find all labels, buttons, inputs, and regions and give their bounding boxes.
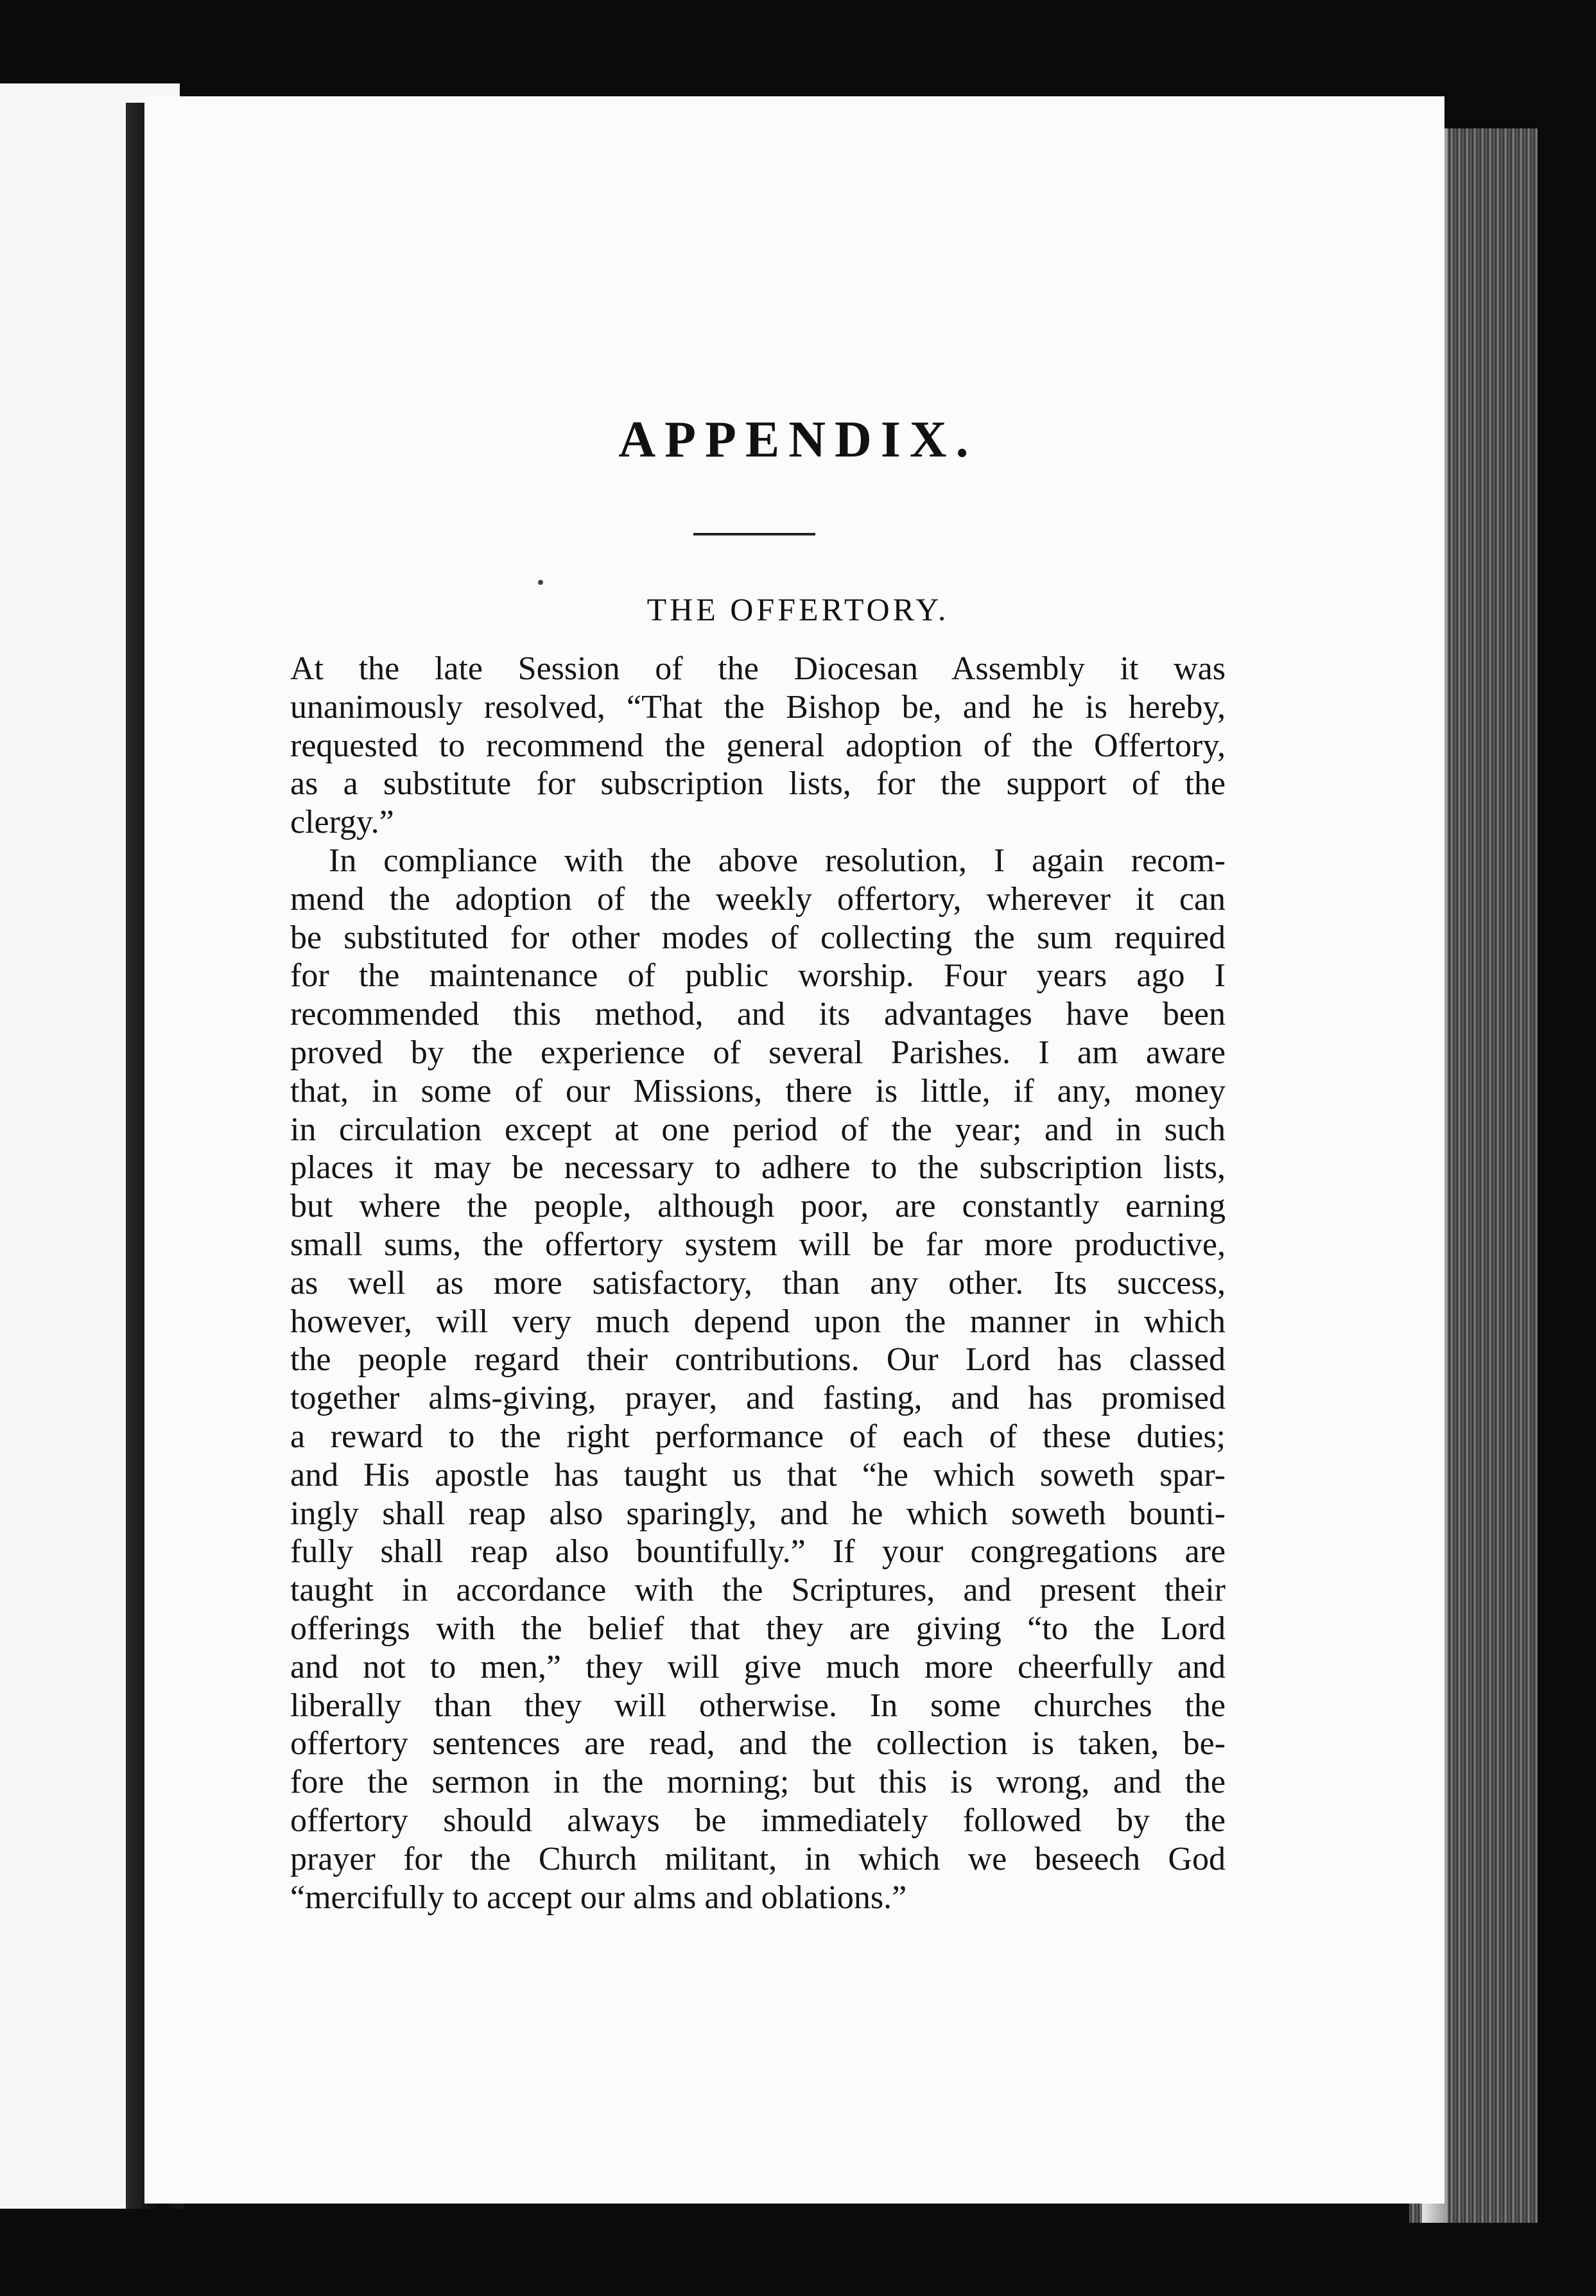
body-line: in circulation except at one period of the year; and in such bbox=[290, 1111, 1226, 1148]
body-line: prayer for the Church militant, in which we beseech God bbox=[290, 1840, 1226, 1877]
body-line: be substituted for other modes of collecting the sum required bbox=[290, 919, 1226, 956]
stray-mark bbox=[538, 580, 543, 585]
body-line: In compliance with the above resolution, I again recom- bbox=[329, 842, 1226, 879]
body-line: “mercifully to accept our alms and oblations.” bbox=[290, 1879, 907, 1916]
body-line: liberally than they will otherwise. In some churches the bbox=[290, 1687, 1226, 1724]
body-line: taught in accordance with the Scriptures, and present their bbox=[290, 1572, 1226, 1609]
body-line: for the maintenance of public worship. Four years ago I bbox=[290, 957, 1226, 995]
body-line: ingly shall reap also sparingly, and he which soweth bounti- bbox=[290, 1495, 1226, 1532]
body-line: small sums, the offertory system will be far more productive, bbox=[290, 1226, 1226, 1263]
body-line: recommended this method, and its advantages have been bbox=[290, 996, 1226, 1033]
body-line: fore the sermon in the morning; but this is wrong, and the bbox=[290, 1764, 1226, 1801]
body-line: offerings with the belief that they are giving “to the Lord bbox=[290, 1610, 1226, 1647]
body-line: offertory should always be immediately followed by the bbox=[290, 1802, 1226, 1839]
body-line: unanimously resolved, “That the Bishop be, and he is hereby, bbox=[290, 688, 1226, 726]
body-line: as a substitute for subscription lists, for the support of the bbox=[290, 765, 1226, 803]
body-line: however, will very much depend upon the manner in which bbox=[290, 1303, 1226, 1340]
body-line: that, in some of our Missions, there is little, if any, money bbox=[290, 1072, 1226, 1109]
body-line: as well as more satisfactory, than any other. Its success, bbox=[290, 1264, 1226, 1301]
body-line: and not to men,” they will give much more cheerfully and bbox=[290, 1648, 1226, 1685]
body-line: At the late Session of the Diocesan Assembly it was bbox=[290, 650, 1226, 687]
body-line: fully shall reap also bountifully.” If your congregations are bbox=[290, 1533, 1226, 1570]
body-line: mend the adoption of the weekly offertory, wherever it can bbox=[290, 880, 1226, 918]
page-title: APPENDIX. bbox=[618, 412, 978, 468]
body-line: proved by the experience of several Parishes. I am aware bbox=[290, 1034, 1226, 1071]
body-line: a reward to the right performance of each of these duties; bbox=[290, 1418, 1226, 1455]
body-line: but where the people, although poor, are constantly earning bbox=[290, 1188, 1226, 1225]
body-line: requested to recommend the general adoption of the Offertory, bbox=[290, 727, 1226, 764]
body-text bbox=[290, 650, 1226, 1917]
body-line: the people regard their contributions. Our Lord has classed bbox=[290, 1341, 1226, 1378]
title-rule bbox=[693, 533, 815, 535]
body-line: and His apostle has taught us that “he which soweth spar- bbox=[290, 1456, 1226, 1493]
body-line: offertory sentences are read, and the collection is taken, be- bbox=[290, 1725, 1226, 1762]
body-line: together alms-giving, prayer, and fasting, and has promised bbox=[290, 1380, 1226, 1417]
body-line: places it may be necessary to adhere to the subscription lists, bbox=[290, 1149, 1226, 1187]
section-heading: THE OFFERTORY. bbox=[646, 591, 950, 627]
body-line: clergy.” bbox=[290, 804, 394, 841]
